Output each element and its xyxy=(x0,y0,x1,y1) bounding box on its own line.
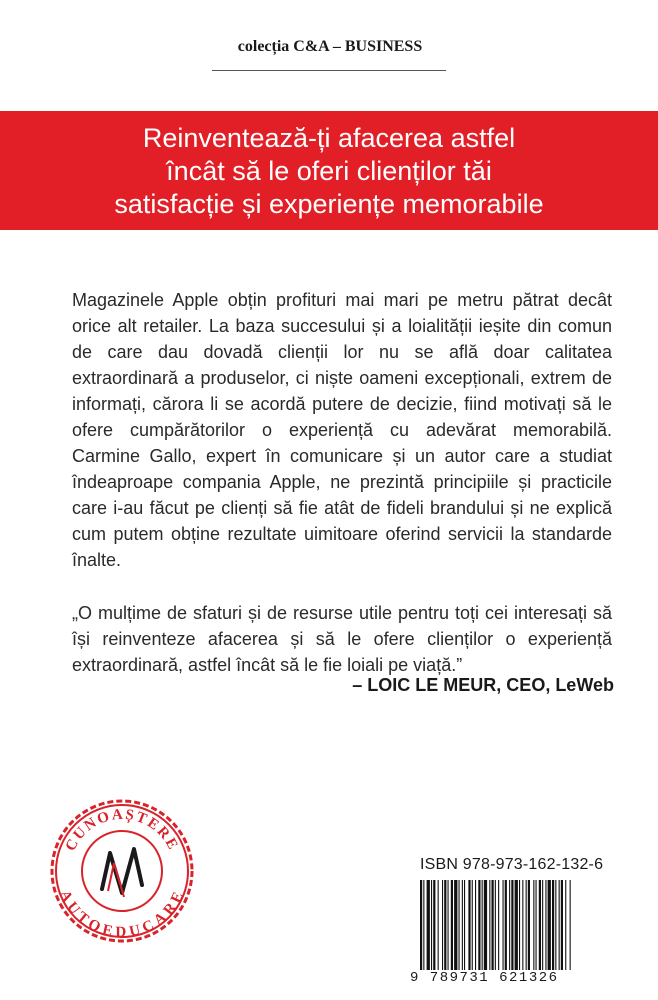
publisher-logo xyxy=(48,797,196,945)
barcode-bar xyxy=(505,880,507,970)
barcode-bar xyxy=(561,880,563,970)
barcode-bar xyxy=(459,880,460,970)
series-label: colecția C&A – BUSINESS xyxy=(237,38,423,55)
barcode-bar xyxy=(526,880,527,970)
barcode-bar xyxy=(454,880,457,970)
banner-line-1: Reinventează-ți afacerea astfel xyxy=(142,123,516,153)
barcode-bar xyxy=(438,880,439,970)
barcode-bar xyxy=(522,880,523,970)
barcode-bar xyxy=(451,880,453,970)
barcode-bar xyxy=(468,880,470,970)
barcode-bar xyxy=(484,880,487,970)
barcode-bar xyxy=(431,880,432,970)
isbn-label: ISBN 978-973-162-132-6 xyxy=(420,856,604,873)
barcode-bar xyxy=(565,880,566,970)
barcode-bar xyxy=(542,880,543,970)
barcode-bar xyxy=(492,880,494,970)
testimonial-quote: „O mulțime de sfaturi și de resurse utile pentru toți cei interesați să își reinventeze afacerea și să le ofere clienților o experiență extraordinară, astfel încât să le fie loiali pe viață.” xyxy=(72,603,612,675)
description-text xyxy=(72,287,612,573)
barcode-bar xyxy=(511,880,513,970)
barcode-bar xyxy=(539,880,541,970)
barcode-bar xyxy=(448,880,449,970)
banner-line-3: satisfacție și experiențe memorabile xyxy=(114,189,544,219)
barcode-bar xyxy=(552,880,554,970)
barcode-bar xyxy=(498,880,499,970)
barcode-bar xyxy=(478,880,480,970)
barcode-bar xyxy=(464,880,465,970)
barcode-bar xyxy=(559,880,560,970)
testimonial-attribution: – LOIC LE MEUR, CEO, LeWeb xyxy=(352,675,614,695)
barcode-bar xyxy=(555,880,556,970)
barcode-bar xyxy=(528,880,530,970)
barcode-bar xyxy=(503,880,504,970)
barcode-bar xyxy=(489,880,490,970)
barcode-bar xyxy=(472,880,473,970)
logo-top-text: CUNOAȘTERE xyxy=(62,806,182,854)
barcode-bar xyxy=(495,880,496,970)
barcode-bar xyxy=(536,880,537,970)
barcode-bar xyxy=(433,880,435,970)
barcode-bar xyxy=(515,880,518,970)
description-paragraph: Magazinele Apple obțin profituri mai mari pe metru pătrat decât orice alt retailer. La baza succesului și a loialității ieșite din comun de care dau dovadă clienții lor nu se află doar calitatea extraordinară a produselor, ci niște oameni excepționali, extrem de informați, cărora li se acordă putere de decizie, fiind motivați să le ofere cumpărătorilor o experiență cu adevărat memorabilă. Carmine Gallo, expert în comunicare și un autor care a studiat îndeaproape compania Apple, ne prezintă principiile și practicile care i-au făcut pe clienți să fie atât de fideli brandului și ne explică cum putem obține rezultate uimitoare oferind servicii la standarde înalte. xyxy=(72,290,612,570)
barcode-bar xyxy=(420,880,422,970)
barcode-bar xyxy=(519,880,520,970)
barcode-bar xyxy=(442,880,443,970)
barcode-bar xyxy=(482,880,483,970)
headline-banner xyxy=(0,111,658,230)
barcode-bar xyxy=(462,880,463,970)
barcode-bar xyxy=(423,880,424,970)
logo-bottom-text: AUTOEDUCARE xyxy=(56,887,188,941)
barcode-bar xyxy=(545,880,546,970)
barcode-bar xyxy=(475,880,476,970)
barcode-bar xyxy=(548,880,551,970)
barcode-bar xyxy=(570,880,571,970)
barcode-bar xyxy=(444,880,446,970)
barcode-bar xyxy=(427,880,430,970)
barcode-digits: 9 789731 621326 xyxy=(410,970,559,986)
banner-line-2: încât să le oferi clienților tăi xyxy=(166,156,492,186)
barcode xyxy=(420,880,616,970)
barcode-bar xyxy=(509,880,510,970)
barcode-bar xyxy=(533,880,534,970)
series-divider xyxy=(212,70,446,71)
